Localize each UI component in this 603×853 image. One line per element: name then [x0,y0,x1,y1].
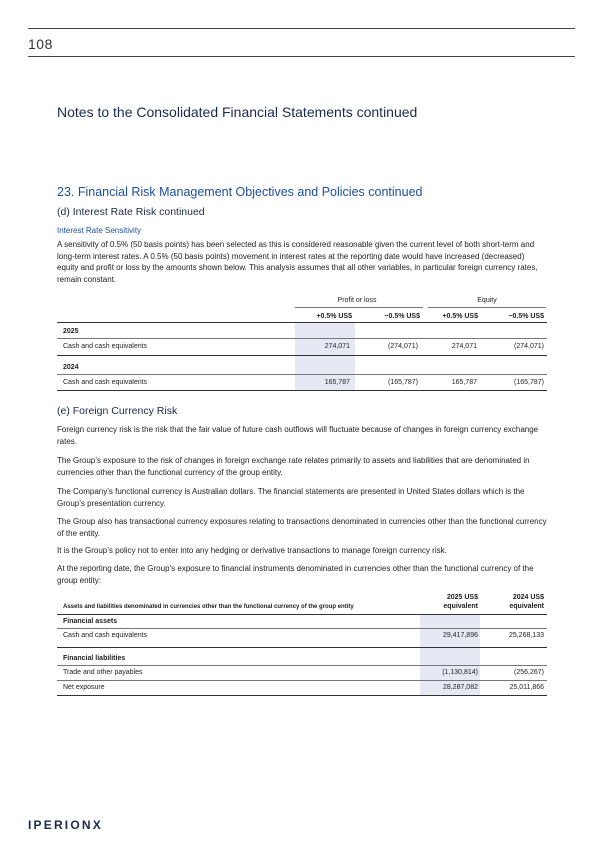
highlight-column [420,615,480,695]
table-cell: (165,787) [514,379,544,386]
fx-paragraph: The Group also has transactional currency exposures relating to transactions denominated in currencies other than the functional currency of the entity. [57,517,547,538]
table-cell: 274,071 [324,343,350,350]
row-divider [57,647,547,648]
row-label: Cash and cash equivalents [63,632,148,639]
table-cell: 25,268,133 [508,632,544,639]
col-header: +0.5% US$ [442,313,478,320]
table-bottom-rule [57,390,547,391]
section-heading: Financial liabilities [63,655,126,662]
header-rule [57,614,547,615]
col-header: −0.5% US$ [384,313,420,320]
net-exposure-label: Net exposure [63,684,105,691]
table-cell: 25,011,866 [509,684,544,691]
fx-paragraph: It is the Group’s policy not to enter into any hedging or derivative transactions to manage foreign currency risk. [57,546,447,555]
interest-heading: Interest Rate Sensitivity [57,226,142,235]
col-header: +0.5% US$ [316,313,352,320]
col-header: 2024 US$ [512,594,544,601]
top-rule [28,28,575,29]
document-title: Notes to the Consolidated Financial Statements continued [57,104,418,120]
col-header: −0.5% US$ [508,313,544,320]
brand-logo: IPERIONX [28,818,103,832]
row-divider [57,374,547,375]
table-cell: (274,071) [514,343,544,350]
section-heading: Financial assets [63,618,118,625]
section-title: 23. Financial Risk Management Objectives and Policies continued [57,185,423,199]
fx-paragraph: The Company’s functional currency is Australian dollars. The financial statements are presented in United States dollars which is the Group’s presentation currency. [57,487,525,508]
col-header: equivalent [443,603,478,610]
table-cell: (256,267) [514,669,544,676]
table-cell: (274,071) [388,343,418,350]
table-cell: (165,787) [388,379,418,386]
group-equity: Equity [477,297,497,304]
table-cell: 29,417,896 [442,632,478,639]
row-label: Cash and cash equivalents [63,343,148,350]
table-cell: 28,287,082 [442,684,478,691]
fx-paragraph: Foreign currency risk is the risk that the fair value of future cash outflows will fluctuate because of changes in foreign currency exchange rates. [57,425,539,446]
header-rule [28,56,575,57]
row-divider [57,680,547,681]
row-divider [57,355,547,356]
row-year: 2025 [63,328,79,335]
row-year: 2024 [63,364,79,371]
row-label: Trade and other payables [63,669,143,676]
row-divider [57,338,547,339]
col-header: 2025 US$ [446,594,478,601]
col-header: equivalent [509,603,544,610]
table-cell: 274,071 [451,343,477,350]
row-divider [57,628,547,629]
interest-paragraph: A sensitivity of 0.5% (50 basis points) has been selected as this is considered reasonable given the current level of both short-term and long-term interest rates. A 0.5% (50 basis points) movement in interest rates at the reporting date would have increased (decreased) equity and profit or loss by the amounts shown below. This analysis assumes that all other variables, in particular foreign currency rates, remain constant. [57,240,538,284]
interest-subtitle: (d) Interest Rate Risk continued [57,206,205,218]
header-rule [57,322,547,323]
table-cell: 165,787 [451,379,477,386]
fx-paragraph: At the reporting date, the Group’s exposure to financial instruments denominated in currencies other than the functional currency of the group entity: [57,564,534,585]
page-number: 108 [28,36,53,52]
group-rule [428,307,546,308]
fx-table-header-label: Assets and liabilities denominated in currencies other than the functional currency of the group entity [63,604,354,610]
group-profit-or-loss: Profit or loss [337,297,377,304]
fx-subtitle: (e) Foreign Currency Risk [57,405,178,417]
row-label: Cash and cash equivalents [63,379,148,386]
table-cell: 165,787 [324,379,350,386]
row-divider [57,665,547,666]
table-bottom-rule [57,695,547,696]
fx-paragraph: The Group’s exposure to the risk of changes in foreign exchange rate relates primarily to assets and liabilities that are denominated in currencies other than the functional currency of the group entity. [57,456,530,477]
table-cell: (1,130,814) [442,669,478,676]
group-rule [295,307,423,308]
